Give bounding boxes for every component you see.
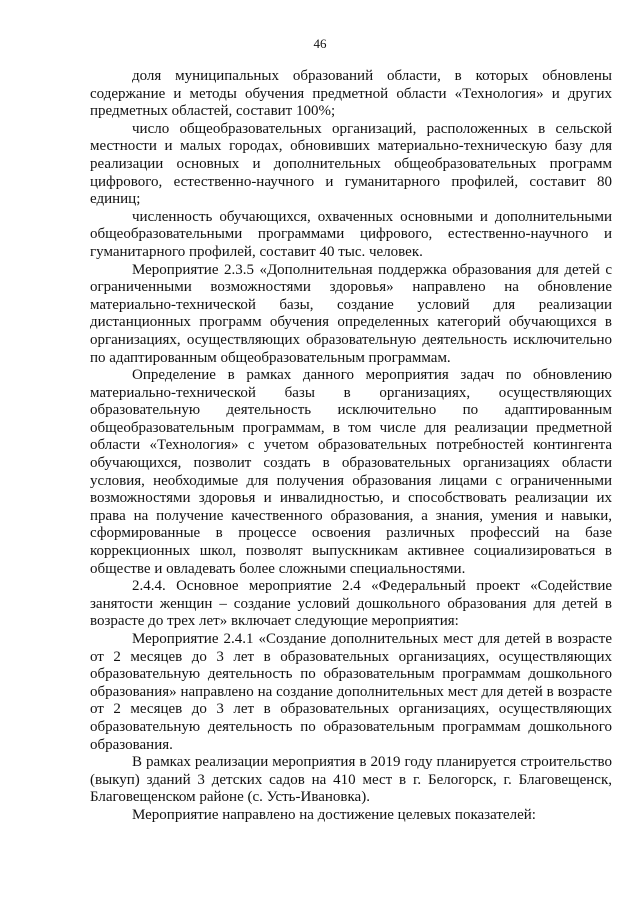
paragraph: Мероприятие 2.3.5 «Дополнительная поддержка образования для детей с ограниченными возможностями здоровья» направлено на обновление материально-технической базы, создание условий для реализации дистанционных программ обучения определенных категорий обучающихся в организациях, осуществляющих образовательную деятельность исключительно по адаптированным общеобразовательным программам. xyxy=(90,261,612,366)
paragraph: доля муниципальных образований области, в которых обновлены содержание и методы обучения предметной области «Технология» и других предметных областей, составит 100%; xyxy=(90,68,612,120)
paragraph: 2.4.4. Основное мероприятие 2.4 «Федеральный проект «Содействие занятости женщин – создание условий дошкольного образования для детей в возрасте до трех лет» включает следующие мероприятия: xyxy=(90,578,612,630)
paragraph: Мероприятие 2.4.1 «Создание дополнительных мест для детей в возрасте от 2 месяцев до 3 лет в образовательных организациях, осуществляющих образовательную деятельность по образовательным программам дошкольного образования» направлено на создание дополнительных мест для детей в возрасте от 2 месяцев до 3 лет в образовательных организациях, осуществляющих образовательную деятельность по образовательным программам дошкольного образования. xyxy=(90,631,612,753)
paragraph: В рамках реализации мероприятия в 2019 году планируется строительство (выкуп) зданий 3 детских садов на 410 мест в г. Белогорск, г. Благовещенск, Благовещенском районе (с. Усть-Ивановка). xyxy=(90,754,612,806)
paragraph: число общеобразовательных организаций, расположенных в сельской местности и малых городах, обновивших материально-техническую базу для реализации основных и дополнительных общеобразовательных программ цифрового, естественно-научного и гуманитарного профилей, составит 80 единиц; xyxy=(90,120,612,208)
paragraph: численность обучающихся, охваченных основными и дополнительными общеобразовательными программами цифрового, естественно-научного и гуманитарного профилей, составит 40 тыс. человек. xyxy=(90,208,612,260)
document-body xyxy=(90,68,612,825)
paragraph: Мероприятие направлено на достижение целевых показателей: xyxy=(132,806,536,823)
page-number: 46 xyxy=(313,36,327,51)
paragraph: Определение в рамках данного мероприятия задач по обновлению материально-технической базы в организациях, осуществляющих образовательную деятельность исключительно по адаптированным общеобразовательным программам, в том числе для реализации предметной области «Технология» с учетом образовательных потребностей контингента обучающихся, позволит создать в образовательных организациях области условия, необходимые для получения образования лицами с ограниченными возможностями здоровья и инвалидностью, и способствовать реализации их права на получение качественного образования, а знания, умения и навыки, сформированные в процессе освоения различных профессий на базе коррекционных школ, позволят выпускникам активнее социализироваться в обществе и овладевать более сложными специальностями. xyxy=(90,367,612,577)
